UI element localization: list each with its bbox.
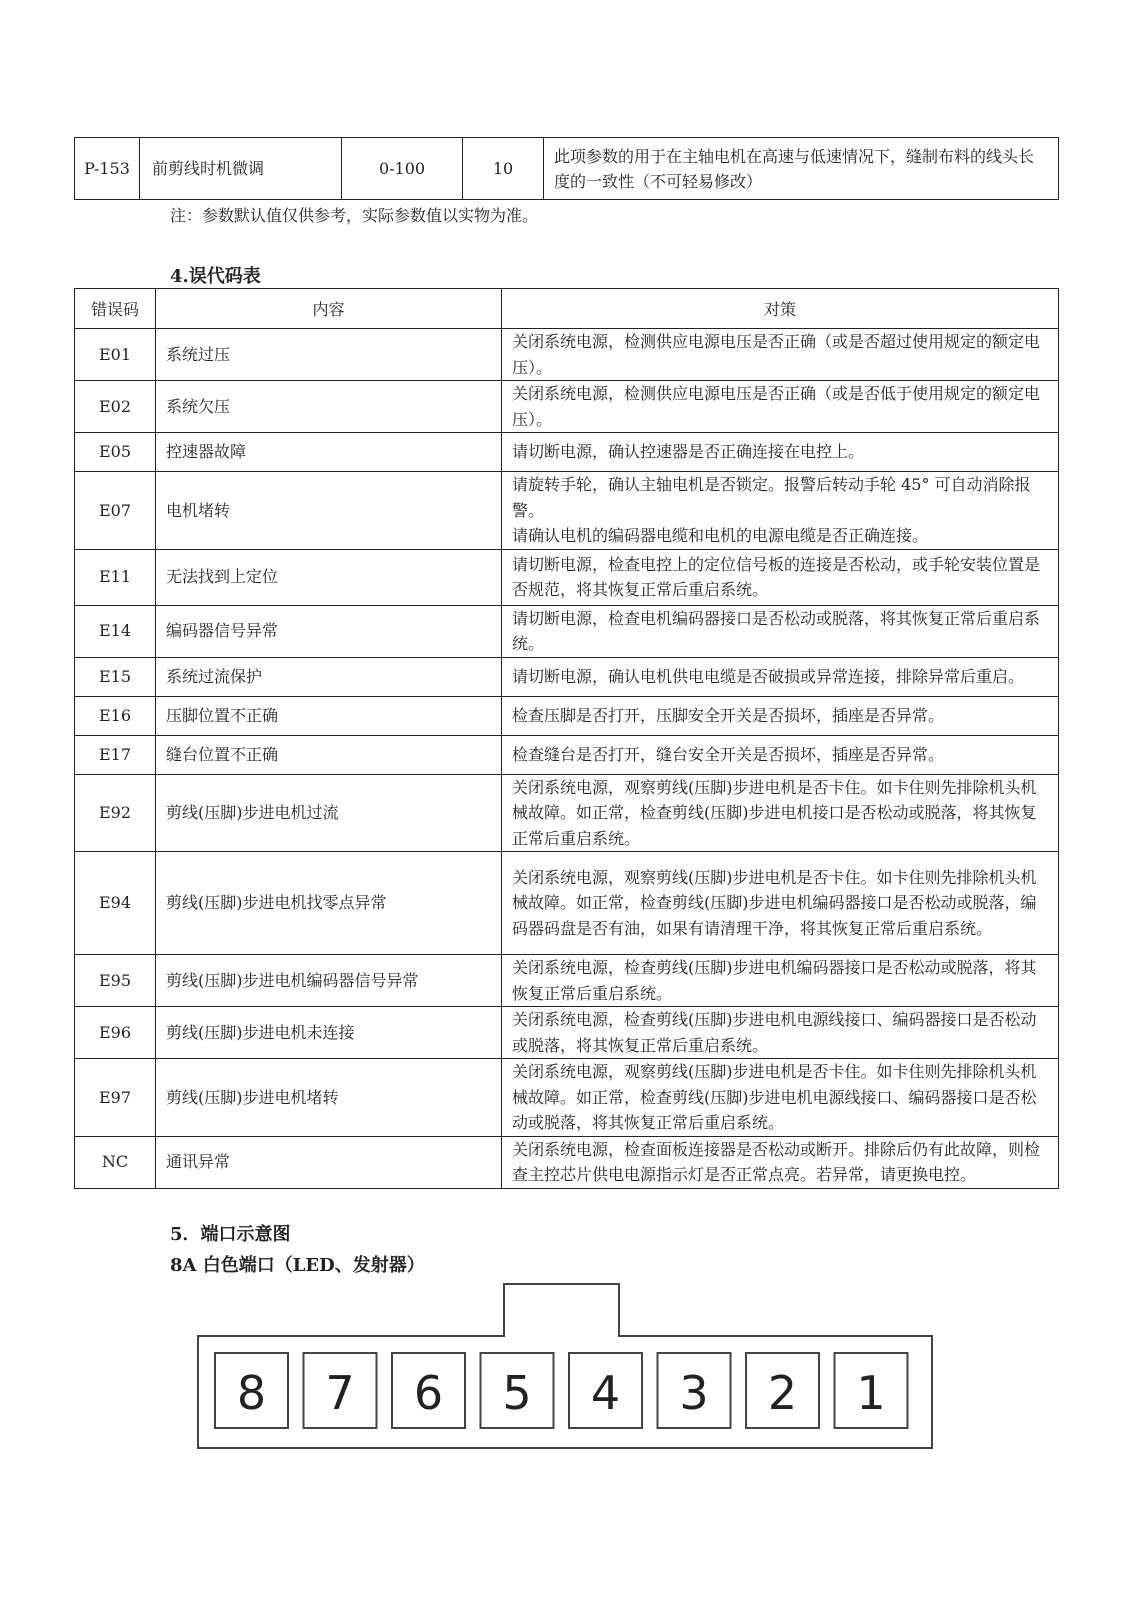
- table-row: [75, 696, 1059, 735]
- error-action: 关闭系统电源，检查剪线(压脚)步进电机电源线接口、编码器接口是否松动或脱落，将其恢复正常后重启系统。: [502, 1007, 1059, 1059]
- table-header-row: [75, 289, 1059, 329]
- error-content: 通讯异常: [156, 1136, 502, 1188]
- table-row: [75, 605, 1059, 657]
- connector-pin-number: 2: [767, 1366, 798, 1420]
- header-content: 内容: [156, 289, 502, 329]
- param-description: 此项参数的用于在主轴电机在高速与低速情况下，缝制布料的线头长度的一致性（不可轻易修改）: [544, 138, 1059, 200]
- error-code: NC: [75, 1136, 156, 1188]
- connector-pin-number: 3: [679, 1366, 709, 1420]
- error-code: E92: [75, 774, 156, 852]
- error-code: E17: [75, 735, 156, 774]
- header-action: 对策: [502, 289, 1059, 329]
- table-row: [75, 735, 1059, 774]
- error-action: 关闭系统电源，检测供应电源电压是否正确（或是否低于使用规定的额定电压）。: [502, 381, 1059, 433]
- error-content: 控速器故障: [156, 433, 502, 472]
- error-code: E94: [75, 852, 156, 955]
- connector-pin-number: 8: [236, 1366, 267, 1420]
- error-action: 关闭系统电源，检查面板连接器是否松动或断开。排除后仍有此故障，则检查主控芯片供电电源指示灯是否正常点亮。若异常，请更换电控。: [502, 1136, 1059, 1188]
- error-content: 缝台位置不正确: [156, 735, 502, 774]
- port-connector-diagram: [196, 1282, 936, 1452]
- parameter-note: 注：参数默认值仅供参考，实际参数值以实物为准。: [170, 206, 539, 225]
- error-action: 请切断电源，确认电机供电电缆是否破损或异常连接，排除异常后重启。: [502, 657, 1059, 696]
- error-code-section-title: 4.误代码表: [170, 266, 261, 287]
- error-content: 剪线(压脚)步进电机堵转: [156, 1059, 502, 1137]
- connector-pin-number: 6: [413, 1366, 444, 1420]
- error-content: 剪线(压脚)步进电机过流: [156, 774, 502, 852]
- table-row: [75, 852, 1059, 955]
- error-action: 关闭系统电源，检查剪线(压脚)步进电机编码器接口是否松动或脱落，将其恢复正常后重启系统。: [502, 955, 1059, 1007]
- table-row: [75, 1007, 1059, 1059]
- table-row: [75, 472, 1059, 550]
- table-row: [75, 138, 1059, 200]
- error-content: 无法找到上定位: [156, 549, 502, 605]
- param-name: 前剪线时机微调: [140, 138, 342, 200]
- error-action: 请切断电源，检查电控上的定位信号板的连接是否松动，或手轮安装位置是否规范，将其恢复正常后重启系统。: [502, 549, 1059, 605]
- error-code: E02: [75, 381, 156, 433]
- error-code: E14: [75, 605, 156, 657]
- error-action: 关闭系统电源，观察剪线(压脚)步进电机是否卡住。如卡住则先排除机头机械故障。如正常，检查剪线(压脚)步进电机电源线接口、编码器接口是否松动或脱落，将其恢复正常后重启系统。: [502, 1059, 1059, 1137]
- port-diagram-subtitle: 8A 白色端口（LED、发射器）: [170, 1255, 425, 1276]
- error-code: E05: [75, 433, 156, 472]
- table-row: [75, 549, 1059, 605]
- error-content: 系统欠压: [156, 381, 502, 433]
- table-row: [75, 955, 1059, 1007]
- error-content: 剪线(压脚)步进电机未连接: [156, 1007, 502, 1059]
- error-code: E11: [75, 549, 156, 605]
- port-diagram-section-title: 5．端口示意图: [170, 1224, 291, 1245]
- error-action: 关闭系统电源，观察剪线(压脚)步进电机是否卡住。如卡住则先排除机头机械故障。如正常，检查剪线(压脚)步进电机编码器接口是否松动或脱落，编码器码盘是否有油，如果有请清理干净，将其恢复正常后重启系统。: [502, 852, 1059, 955]
- error-code: E97: [75, 1059, 156, 1137]
- error-action-cell: [502, 472, 1059, 550]
- error-content: 电机堵转: [156, 472, 502, 550]
- param-range: 0-100: [342, 138, 463, 200]
- error-content: 系统过流保护: [156, 657, 502, 696]
- table-row: [75, 329, 1059, 381]
- error-code: E01: [75, 329, 156, 381]
- connector-pin-number: 4: [590, 1366, 621, 1420]
- connector-pin-number: 5: [502, 1366, 532, 1420]
- error-content: 剪线(压脚)步进电机编码器信号异常: [156, 955, 502, 1007]
- error-code: E96: [75, 1007, 156, 1059]
- parameter-table: [74, 137, 1059, 200]
- error-action: 请旋转手轮，确认主轴电机是否锁定。报警后转动手轮 45° 可自动消除报警。: [512, 475, 1031, 520]
- error-action: 检查压脚是否打开，压脚安全开关是否损坏，插座是否异常。: [502, 696, 1059, 735]
- error-action: 请切断电源，检查电机编码器接口是否松动或脱落，将其恢复正常后重启系统。: [502, 605, 1059, 657]
- error-code: E15: [75, 657, 156, 696]
- table-row: [75, 1059, 1059, 1137]
- table-row: [75, 774, 1059, 852]
- error-action: 关闭系统电源，观察剪线(压脚)步进电机是否卡住。如卡住则先排除机头机械故障。如正常，检查剪线(压脚)步进电机接口是否松动或脱落，将其恢复正常后重启系统。: [502, 774, 1059, 852]
- param-code: P-153: [75, 138, 140, 200]
- error-action: 请切断电源，确认控速器是否正确连接在电控上。: [502, 433, 1059, 472]
- table-row: [75, 657, 1059, 696]
- connector-pin-number: 7: [325, 1366, 355, 1420]
- table-row: [75, 381, 1059, 433]
- error-content: 系统过压: [156, 329, 502, 381]
- error-content: 压脚位置不正确: [156, 696, 502, 735]
- error-action: 关闭系统电源，检测供应电源电压是否正确（或是否超过使用规定的额定电压）。: [502, 329, 1059, 381]
- error-code: E07: [75, 472, 156, 550]
- table-row: [75, 433, 1059, 472]
- error-code-table: [74, 288, 1059, 1189]
- param-default: 10: [463, 138, 544, 200]
- error-code: E16: [75, 696, 156, 735]
- header-code: 错误码: [75, 289, 156, 329]
- error-code: E95: [75, 955, 156, 1007]
- error-action: 检查缝台是否打开，缝台安全开关是否损坏，插座是否异常。: [502, 735, 1059, 774]
- error-content: 编码器信号异常: [156, 605, 502, 657]
- error-action-secondary: 请确认电机的编码器电缆和电机的电源电缆是否正确连接。: [512, 526, 929, 545]
- table-row: [75, 1136, 1059, 1188]
- connector-pin-number: 1: [856, 1366, 886, 1420]
- error-content: 剪线(压脚)步进电机找零点异常: [156, 852, 502, 955]
